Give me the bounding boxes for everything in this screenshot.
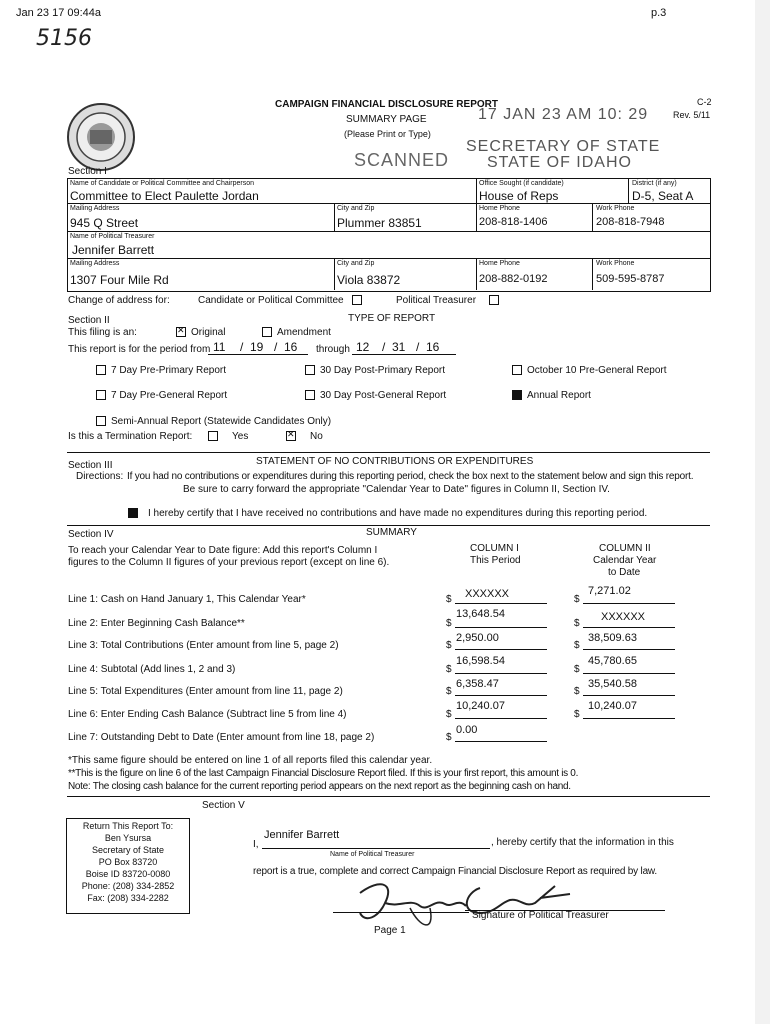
directions-text-2: Be sure to carry forward the appropriate "Calendar Year to Date" figures in Column II, Section IV. [183, 484, 610, 495]
footnote-2: **This is the figure on line 6 of the last Campaign Financial Disclosure Report filed. If this is your first report, this amount is 0. [68, 768, 579, 779]
office-value: House of Reps [479, 189, 559, 203]
office-label: Office Sought (if candidate) [479, 180, 564, 187]
return-line-6: Fax: (208) 334-2282 [87, 893, 169, 903]
period-from-year: 16 [284, 340, 298, 354]
return-line-3: PO Box 83720 [98, 857, 158, 867]
summary-intro-2: figures to the Column II figures of your previous report (except on line 6). [68, 557, 390, 568]
footnote-3: Note: The closing cash balance for the current reporting period appears on the next report as the beginning cash on hand. [68, 781, 571, 792]
form-revision: Rev. 5/11 [673, 110, 711, 120]
line-6-col1: 10,240.07 [456, 700, 505, 712]
signature-caption: Signature of Political Treasurer [472, 910, 609, 921]
period-from-day: 19 [250, 340, 264, 354]
section3-label: Section III [68, 460, 113, 471]
city-value: Plummer 83851 [337, 216, 422, 230]
report-semi-annual[interactable]: Semi-Annual Report (Statewide Candidates Only) [96, 416, 331, 427]
line-3-col2: 38,509.63 [588, 632, 637, 644]
line-2-col2: XXXXXX [601, 611, 646, 623]
line-5-col1: 6,358.47 [456, 678, 499, 690]
line-3-label: Line 3: Total Contributions (Enter amount from line 5, page 2) [68, 640, 339, 651]
termination-no[interactable]: ✕ No [286, 431, 323, 442]
state-stamp: STATE OF IDAHO [487, 154, 632, 171]
return-title: Return This Report To: [82, 821, 174, 831]
t-city-value: Viola 83872 [337, 273, 401, 287]
line-2-col1: 13,648.54 [456, 608, 505, 620]
work-phone-value: 208-818-7948 [596, 216, 665, 228]
name-caption: Name of Political Treasurer [330, 851, 415, 858]
col2-sub1: Calendar Year [593, 555, 657, 566]
line-1-col1: XXXXXX [465, 588, 510, 600]
termination-yes[interactable]: Yes [208, 431, 248, 442]
page-number: Page 1 [374, 925, 406, 936]
line-1-label: Line 1: Cash on Hand January 1, This Calendar Year* [68, 594, 306, 605]
mailing-label: Mailing Address [70, 205, 120, 212]
office-stamp: SECRETARY OF STATE [466, 138, 661, 155]
scanned-stamp: SCANNED [354, 150, 450, 170]
period-to-month: 12 [356, 340, 370, 354]
treasurer-label: Name of Political Treasurer [70, 233, 155, 240]
district-value: D-5, Seat A [632, 189, 694, 203]
section3-heading: STATEMENT OF NO CONTRIBUTIONS OR EXPENDITURES [256, 456, 534, 467]
return-line-1: Ben Ysursa [104, 833, 152, 843]
line-7-label: Line 7: Outstanding Debt to Date (Enter amount from line 18, page 2) [68, 732, 375, 743]
certifying-treasurer-name: Jennifer Barrett [264, 829, 340, 841]
candidate-label: Name of Candidate or Political Committee and Chairperson [70, 180, 255, 187]
period-label: This report is for the period from [68, 344, 211, 355]
t-work-phone-value: 509-595-8787 [596, 273, 665, 285]
section1-label: Section I [68, 166, 107, 177]
section5-label: Section V [202, 800, 245, 811]
col1-sub: This Period [470, 555, 521, 566]
scan-edge [755, 0, 770, 1024]
amendment-checkbox[interactable]: Amendment [262, 327, 331, 338]
form-subtitle: SUMMARY PAGE [346, 114, 427, 125]
line-5-col2: 35,540.58 [588, 678, 637, 690]
return-line-5: Phone: (208) 334-2852 [81, 881, 175, 891]
line-3-col1: 2,950.00 [456, 632, 499, 644]
district-label: District (if any) [632, 180, 677, 187]
original-checkbox[interactable]: ✕ Original [176, 327, 225, 338]
t-city-label: City and Zip [337, 260, 375, 267]
section4-heading: SUMMARY [366, 527, 417, 538]
filing-label: This filing is an: [68, 327, 137, 338]
period-from-month: 11 [213, 340, 226, 354]
col1-title: COLUMN I [470, 543, 519, 554]
city-label: City and Zip [337, 205, 375, 212]
line-5-label: Line 5: Total Expenditures (Enter amount from line 11, page 2) [68, 686, 343, 697]
return-line-2: Secretary of State [91, 845, 165, 855]
line-7-col1: 0.00 [456, 724, 478, 736]
section4-label: Section IV [68, 529, 114, 540]
mailing-value: 945 Q Street [70, 216, 139, 230]
section2-label: Section II [68, 315, 110, 326]
fax-page: p.3 [651, 7, 667, 19]
line-4-col1: 16,598.54 [456, 655, 505, 667]
form-instruction: (Please Print or Type) [344, 129, 431, 139]
col2-sub2: to Date [608, 567, 641, 578]
certify-text-1: , hereby certify that the information in this [491, 837, 674, 848]
line-2-label: Line 2: Enter Beginning Cash Balance** [68, 618, 245, 629]
section2-heading: TYPE OF REPORT [348, 313, 436, 324]
report-7day-pre-primary[interactable]: 7 Day Pre-Primary Report [96, 365, 226, 376]
summary-intro-1: To reach your Calendar Year to Date figure: Add this report's Column I [68, 545, 378, 556]
footnote-1: *This same figure should be entered on line 1 of all reports filed this calendar year. [68, 755, 433, 766]
home-phone-label: Home Phone [479, 205, 520, 212]
form-code: C-2 [697, 97, 712, 107]
t-work-phone-label: Work Phone [596, 260, 635, 267]
report-30day-post-general[interactable]: 30 Day Post-General Report [305, 390, 446, 401]
line-6-label: Line 6: Enter Ending Cash Balance (Subtract line 5 from line 4) [68, 709, 347, 720]
t-home-phone-value: 208-882-0192 [479, 273, 548, 285]
period-to-year: 16 [426, 340, 440, 354]
fax-timestamp: Jan 23 17 09:44a [16, 7, 102, 19]
directions-text: If you had no contributions or expenditures during this reporting period, check the box next to the statement below and sign this report. [127, 471, 694, 482]
state-seal-icon [66, 102, 136, 172]
t-mailing-value: 1307 Four Mile Rd [70, 273, 169, 287]
report-annual[interactable]: Annual Report [512, 390, 591, 401]
form-title: CAMPAIGN FINANCIAL DISCLOSURE REPORT [275, 99, 498, 110]
work-phone-label: Work Phone [596, 205, 635, 212]
report-30day-post-primary[interactable]: 30 Day Post-Primary Report [305, 365, 445, 376]
change-label: Change of address for: [68, 295, 170, 306]
received-stamp: 17 JAN 23 AM 10: 29 [478, 106, 649, 123]
treasurer-value: Jennifer Barrett [72, 243, 155, 257]
line-4-label: Line 4: Subtotal (Add lines 1, 2 and 3) [68, 664, 236, 675]
line-1-col2: 7,271.02 [588, 585, 631, 597]
t-home-phone-label: Home Phone [479, 260, 520, 267]
change-opt-treasurer[interactable]: Political Treasurer [396, 295, 504, 306]
return-line-4: Boise ID 83720-0080 [85, 869, 171, 879]
directions-label: Directions: [76, 471, 124, 482]
candidate-value: Committee to Elect Paulette Jordan [70, 189, 259, 203]
report-oct10-pre-general[interactable]: October 10 Pre-General Report [512, 365, 667, 376]
line-6-col2: 10,240.07 [588, 700, 637, 712]
handwritten-note: 5156 [36, 26, 92, 51]
t-mailing-label: Mailing Address [70, 260, 120, 267]
no-activity-certify[interactable]: I hereby certify that I have received no contributions and have made no expenditures during this reporting period. [128, 508, 647, 519]
home-phone-value: 208-818-1406 [479, 216, 548, 228]
through-label: through [316, 344, 350, 355]
line-4-col2: 45,780.65 [588, 655, 637, 667]
change-opt-committee[interactable]: Candidate or Political Committee [198, 295, 367, 306]
period-to-day: 31 [392, 340, 406, 354]
certify-text-2: report is a true, complete and correct Campaign Financial Disclosure Report as required by law. [253, 866, 657, 877]
report-7day-pre-general[interactable]: 7 Day Pre-General Report [96, 390, 227, 401]
termination-label: Is this a Termination Report: [68, 431, 193, 442]
col2-title: COLUMN II [599, 543, 651, 554]
